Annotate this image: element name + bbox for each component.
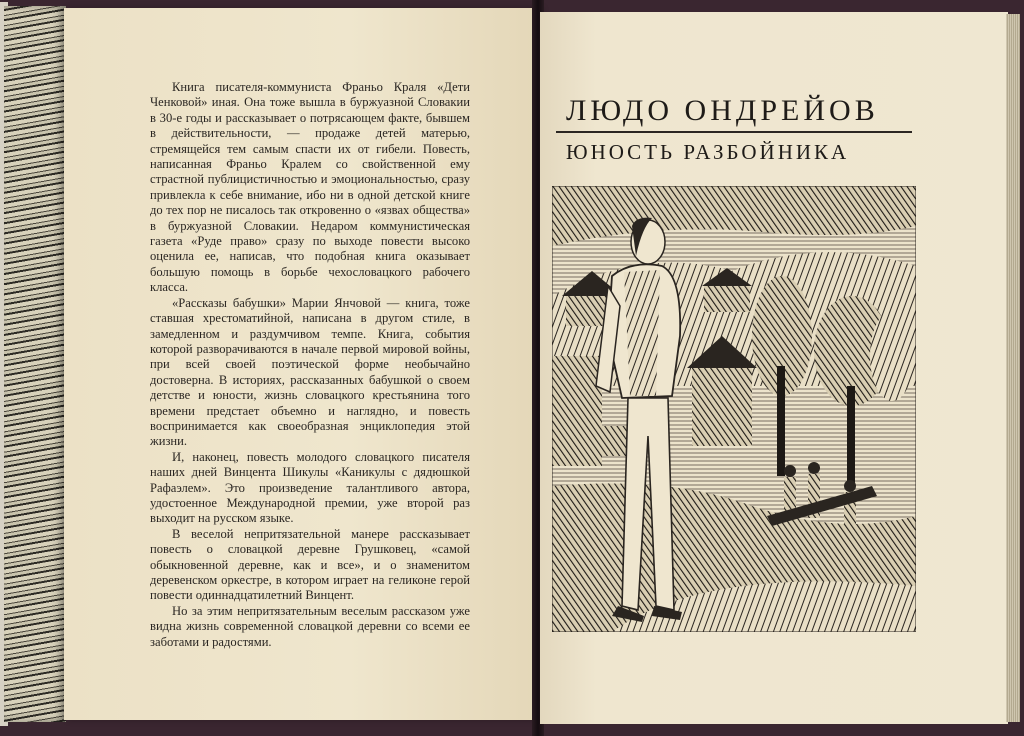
paragraph: В веселой непритязательной манере рассказывает повесть о словацкой деревне Грушковец, «самой обыкновенной деревне, как и все», и о знаменитом деревенском оркестре, в котором играет на геликоне герой повести одиннадцатилетний Винцент. (150, 526, 470, 603)
paragraph: Книга писателя-коммуниста Франьо Краля «Дети Ченковой» иная. Она тоже вышла в буржуазной Словакии в 30-е годы и рассказывает о потрясающем факте, бывшем в действительности, — продаже детей матерью, стремящейся тем самым спасти их от гибели. Повесть, написанная Франьо Кралем со свойственной ему страстной публицистичностью и эмоциональностью, сразу привлекла к себе внимание, ибо ни в одной детской книге до тех пор не писалось так откровенно о «язвах общества» в буржуазной Словакии. Недаром коммунистическая газета «Руде право» сразу по выходе повести высоко оценила ее, написав, что подобная книга оказывает большую помощь в борьбе чехословацкого рабочего класса. (150, 80, 470, 295)
title-divider (556, 131, 912, 133)
author-name: ЛЮДО ОНДРЕЙОВ (566, 94, 879, 127)
frontispiece-illustration (552, 186, 916, 632)
left-page-text (150, 80, 470, 650)
paragraph: Но за этим непритязательным веселым рассказом уже видна жизнь современной словацкой деревни со всеми ее заботами и радостями. (150, 603, 470, 649)
paragraph: И, наконец, повесть молодого словацкого писателя наших дней Винцента Шикулы «Каникулы с дядюшкой Рафаэлем». Это произведение талантливого автора, удостоенное Международной премии, уже второй раз выходит на русском языке. (150, 449, 470, 526)
paragraph: «Рассказы бабушки» Марии Янчовой — книга, тоже ставшая хрестоматийной, написана в другом стиле, в замедленном и раздумчивом темпе. Книга, события которой разворачиваются в начале первой мировой войны, при всей своей поэтической форме необычайно достоверна. В историях, рассказанных бабушкой о своем детстве и юности, жизнь словацкого крестьянина того времени предстает объемно и наглядно, и повесть воспринимается как своеобразная энциклопедия этой жизни. (150, 295, 470, 449)
page-edges (1006, 14, 1020, 722)
endpaper (4, 6, 66, 722)
book-title: ЮНОСТЬ РАЗБОЙНИКА (566, 140, 850, 164)
